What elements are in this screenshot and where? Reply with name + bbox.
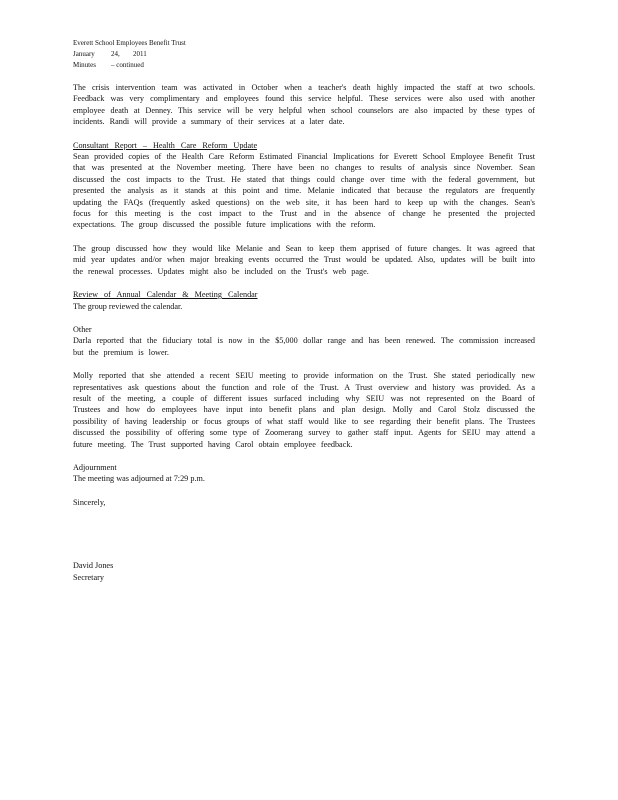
paragraph-fiduciary: Darla reported that the fiduciary total is now in the $5,000 dollar range and has been renewed. The commission increased but the premium is lower.: [73, 336, 535, 357]
header-continued: – continued: [111, 61, 144, 69]
heading-consultant-report: Consultant Report – Health Care Reform Update: [73, 140, 258, 150]
header-org-line: [73, 38, 333, 49]
header-year: 2011: [133, 50, 147, 58]
signer-name: David Jones: [73, 561, 114, 571]
header-org: Everett School Employees Benefit Trust: [73, 39, 186, 47]
paragraph-adjourned: The meeting was adjourned at 7:29 p.m.: [73, 474, 205, 484]
header-day: 24,: [111, 50, 120, 58]
header-month: January: [73, 50, 95, 58]
header-doc-line: [73, 60, 333, 71]
heading-calendar: Review of Annual Calendar & Meeting Calendar: [73, 290, 258, 300]
paragraph-seiu-meeting: Molly reported that she attended a recent SEIU meeting to provide information on the Trust. She stated periodically new representatives ask questions about the function and role of the Trust. A Trust overview and history was provided. As a result of the meeting, a couple of different issues surfaced including why SEIU was not represented on the Board of Trustees and how do employees have input into benefit plans and plan design. Molly and Carol Stolz discussed the possibility of having leadership or focus groups of what staff would like to see regarding their benefit plans. The Trustees discussed the possibility of offering some type of Zoomerang survey to gather staff input. Agents for SEIU may attend a future meeting. The Trust supported having Carol obtain employee feedback.: [73, 371, 535, 449]
signer-title: Secretary: [73, 572, 104, 582]
paragraph-health-care-reform: Sean provided copies of the Health Care Reform Estimated Financial Implications for Everett School Employee Benefit Trust that was presented at the November meeting. There have been no changes to results of analysis since November. Sean discussed the cost impacts to the Trust. He stated that things could change over time with the federal government, but presented the analysis as it stands at this point and time. Melanie indicated that because the regulators are frequently updating the FAQs (frequently asked questions) on the web site, it has been hard to keep up with the changes. Sean's focus for this meeting is the cost impact to the Trust and in the absence of change he presented the projected expectations. The group discussed the possible future implications with the reform.: [73, 152, 535, 230]
document-body: [73, 82, 535, 583]
header-date-line: [73, 49, 333, 60]
heading-adjournment: Adjournment: [73, 462, 117, 472]
heading-other: Other: [73, 324, 92, 334]
header-doc-type: Minutes: [73, 61, 96, 69]
document-header: [73, 38, 333, 71]
paragraph-updates: The group discussed how they would like Melanie and Sean to keep them apprised of future changes. It was agreed that mid year updates and/or when major breaking events occurred the Trust would be updated. Also, updates will be built into the renewal processes. Updates might also be included on the Trust's web page.: [73, 243, 535, 276]
paragraph-crisis-team: The crisis intervention team was activated in October when a teacher's death highly impacted the staff at two schools. Feedback was very complimentary and employees found this service helpful. These services were also used with another employee death at Denney. This service will be very helpful when school counselors are also impacted by these types of incidents. Randi will provide a summary of their services at a later date.: [73, 83, 535, 127]
closing-salutation: Sincerely,: [73, 497, 106, 507]
paragraph-calendar: The group reviewed the calendar.: [73, 301, 183, 311]
